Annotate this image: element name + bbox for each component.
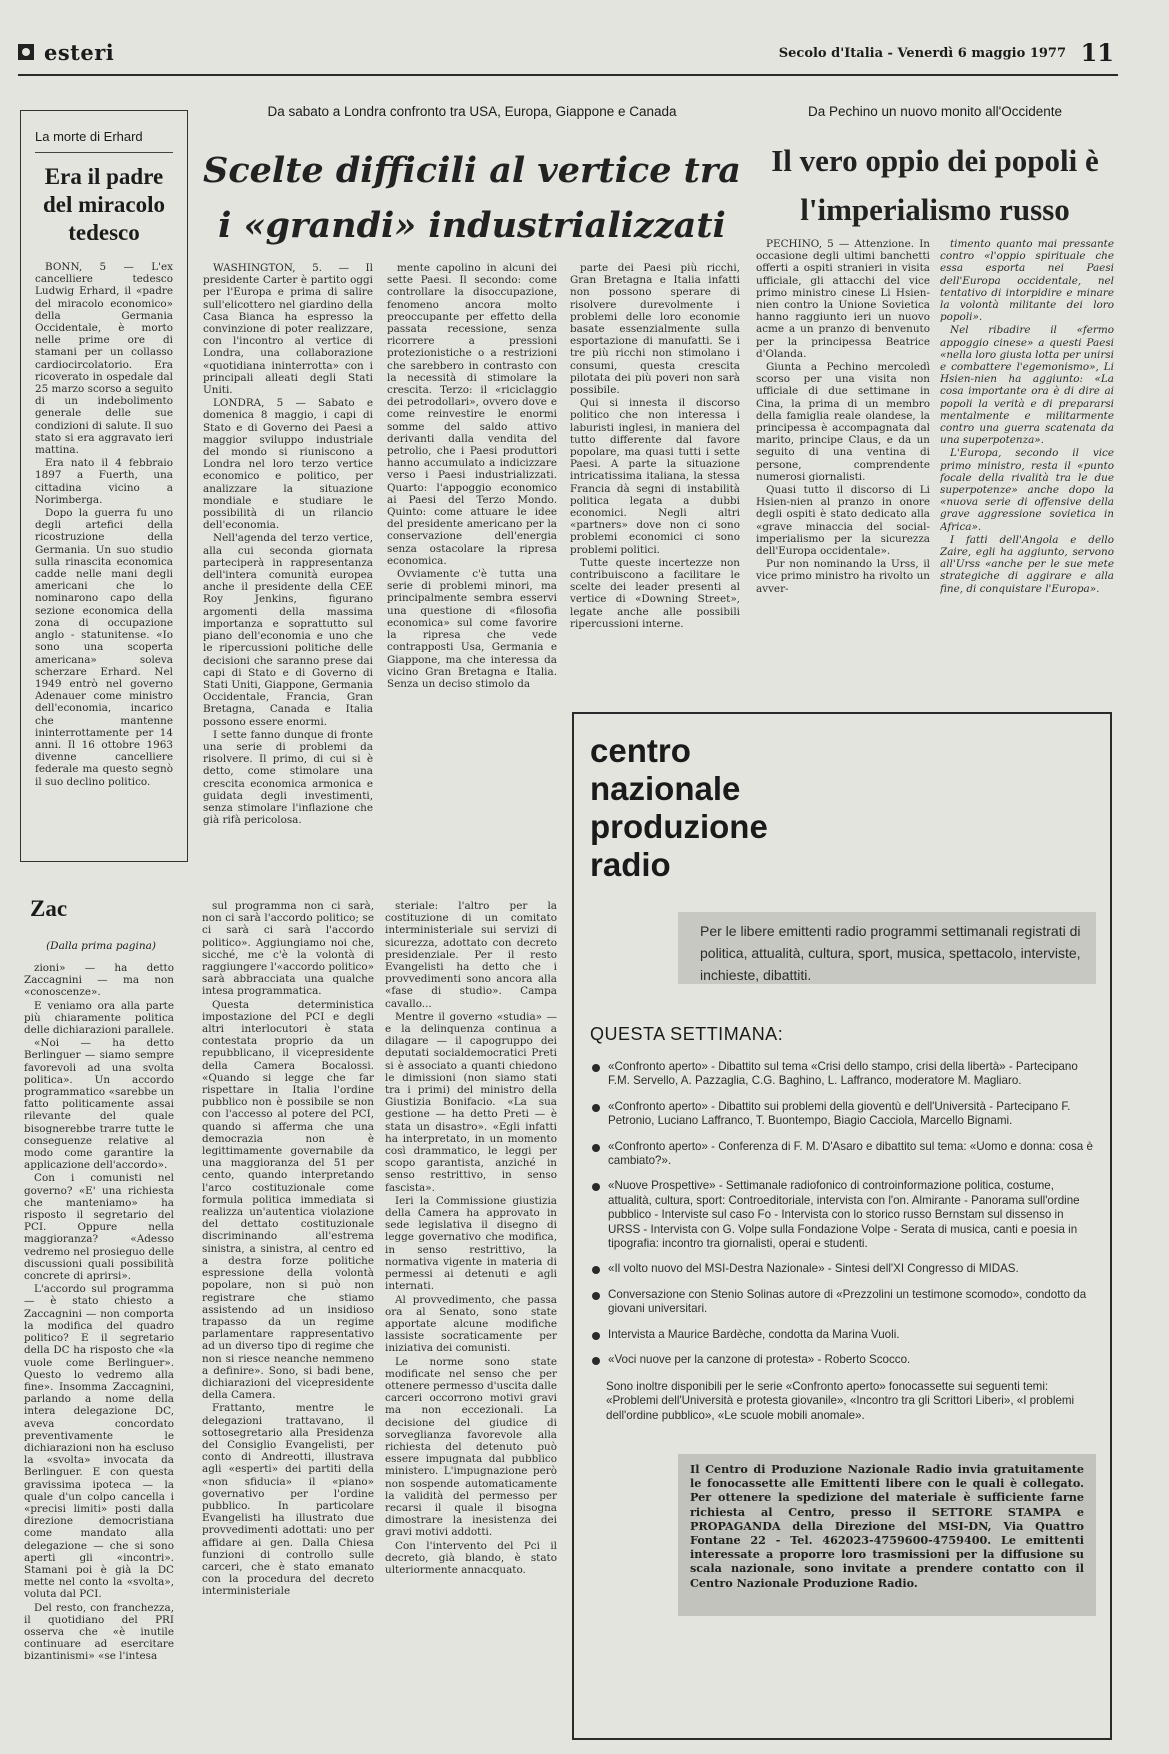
- zac-column-3: [385, 900, 557, 1718]
- list-item: «Confronto aperto» - Conferenza di F. M. D'Asaro e dibattito sul tema: «Uomo e donna: cosa è cambiato?».: [590, 1140, 1094, 1169]
- peking-headline: Il vero oppio dei popoli è l'imperialismo russo: [771, 143, 1099, 227]
- paragraph: BONN, 5 — L'ex cancelliere tedesco Ludwig Erhard, il «padre del miracolo economico» della Germania Occidentale, è morto nelle prime ore di stamani per un collasso cardiocircolatorio. Era ricoverato in ospedale dal 25 marzo scorso a seguito di un indebolimento generale delle sue condizioni di salute. Il suo stato si era aggravato ieri mattina.: [35, 261, 173, 457]
- paragraph: Giunta a Pechino mercoledì scorso per una visita non ufficiale di due settimane in Cina, la prima di un membro della famiglia reale olandese, la principessa è accompagnata dal marito, principe Claus, e da un seguito di una ventina di persone, comprendente numerosi giornalisti.: [756, 361, 930, 483]
- brand-line: centro: [590, 732, 691, 769]
- paragraph: Del resto, con franchezza, il quotidiano del PRI osserva che «è inutile continuare ad esercitare bizantinismi» «se l'intesa: [24, 1601, 174, 1663]
- paragraph: «Noi — ha detto Berlinguer — siamo sempre favorevoli ad una svolta politica». Un accordo programmatico «sarebbe un fatto politicamente assai rilevante del quale bisognerebbe trarre tutte le conseguenze relative al modo come garantire la applicazione dell'accordo».: [24, 1037, 174, 1172]
- paragraph: Con l'intervento del Pci il decreto, già blando, è stato ulteriormente annacquato.: [385, 1539, 557, 1576]
- paragraph: I sette fanno dunque di fronte una serie di problemi da risolvere. Il primo, di cui si è detto, come stimolare una crescita economica armonica e guidata degli investimenti, senza stimolare l'inflazione che già rifà pericolosa.: [203, 728, 373, 827]
- brand-line: produzione: [590, 808, 768, 845]
- paragraph: Tutte queste incertezze non contribuiscono a facilitare le scelte dei leader presenti al vertice di «Downing Street», legate anche alle possibili ripercussioni interne.: [570, 556, 740, 630]
- header-rule: [18, 74, 1118, 76]
- page-header: [18, 36, 1118, 72]
- zac-headline: Zac: [30, 896, 68, 921]
- paragraph: Dopo la guerra fu uno degli artefici della ricostruzione della Germania. Un suo studio sulla rinascita economica cadde nelle mani degli americani che lo nominarono capo della sezione economica della zona di occupazione anglo - statunitense. «Io sono una scoperta americana» soleva scherzare Erhard. Nel 1949 entrò nel governo Adenauer come ministro dell'economia, incarico che mantenne ininterrottamente per 14 anni. Il 16 ottobre 1963 divenne cancelliere federale ma questo segnò il suo declino politico.: [35, 507, 173, 788]
- summit-column-2: [387, 262, 557, 862]
- paragraph: Quasi tutto il discorso di Li Hsien-nien al pranzo in onore degli ospiti è stato dedicato alla «grave minaccia del social-imperialismo per la sicurezza dell'Europa occidentale».: [756, 484, 930, 558]
- radio-center-advert: [572, 712, 1112, 1740]
- paragraph: L'accordo sul programma — è stato chiesto a Zaccagnini — non comporta la modifica del quadro politico? E il segretario della DC ha risposto che «la vuole come Berlinguer». Questo lo vedremo alla fine». Insomma Zaccagnini, parlando a nome della intera delegazione DC, aveva concordato preventivamente le dichiarazioni non ha escluso la «svolta» invocata da Berlinguer. E con questa gravissima ipoteca — la quale d'un colpo cancella i «precisi limiti» posti dalla direzione democristiana come mandato alla delegazione — che si sono aperti gli «incontri». Stamani poi è già la DC mette nel conto la «svolta», voluta dal PCI.: [24, 1283, 174, 1601]
- paragraph: Era nato il 4 febbraio 1897 a Fuerth, una cittadina vicino a Norimberga.: [35, 457, 173, 506]
- paragraph: steriale: l'altro per la costituzione di un comitato interministeriale sui servizi di sicurezza, adottato con decreto presidenziale. Per il resto Evangelisti ha detto che i provvedimenti sono ancora alla «fase di studio». Campa cavallo...: [385, 900, 557, 1010]
- list-item: «Nuove Prospettive» - Settimanale radiofonico di controinformazione politica, costume, attualità, cultura, sport: Controeditoriale, intervista con l'on. Almirante - Panorama sull'ordine pubblico - Interviste sul caso Fo - Intervista con lo storico russo Bernstam sul dissenso in URSS - Intervista con G. Volpe sulla Fondazione Volpe - Serata di musica, canti e poesia in tipografia: incontro tra giornalisti, operai e studenti.: [590, 1179, 1094, 1251]
- list-item: «Il volto nuovo del MSI-Destra Nazionale» - Sintesi dell'XI Congresso di MIDAS.: [590, 1262, 1094, 1276]
- paragraph: Questa deterministica impostazione del PCI e degli altri interlocutori è stata contestata proprio da un repubblicano, il vicepresidente della Camera Bocalossi. «Quando si legge che far rispettare in Italia l'ordine pubblico non è possibile se non con l'accesso al potere del PCI, quando si afferma che una democrazia non è legittimamente governabile da una maggioranza del 51 per cento, quando interpretando l'arco costituzionale come formula politica immediata si realizza un'autentica violazione del dettato costituzionale discriminando all'estrema sinistra, a sinistra, al centro ed a destra forze politiche espressione della volontà popolare, non si può non registrare che stiamo assistendo ad un insidioso trapasso da un regime parlamentare rappresentativo ad un diverso tipo di regime che non si riesce neanche nemmeno a definire». Sono, si badi bene, dichiarazioni del vicepresidente della Camera.: [202, 998, 374, 1402]
- list-item: «Confronto aperto» - Dibattito sul tema «Crisi dello stampo, crisi della libertà» - Partecipano F.M. Servello, A. Pazzaglia, C.G. Baghino, L. Laffranco, moderatore M. Magliaro.: [590, 1060, 1094, 1089]
- ad-week-heading: QUESTA SETTIMANA:: [590, 1024, 784, 1044]
- paragraph: I fatti dell'Angola e dello Zaire, egli ha aggiunto, servono all'Urss «anche per le sue mete strategiche di aggirare e alla fine, di conquistare l'Europa».: [940, 533, 1114, 595]
- brand-line: nazionale: [590, 770, 741, 807]
- paragraph: Nel ribadire il «fermo appoggio cinese» a questi Paesi «nella loro giusta lotta per unirsi e combattere l'egemonismo», Li Hsien-nien ha aggiunto: «La cosa importante ora è di dire ai popoli la verità e di prepararsi mentalmente e militarmente contro una guerra scatenata da una superpotenza».: [940, 324, 1114, 447]
- ad-note: Sono inoltre disponibili per le serie «Confronto aperto» fonocassette sui seguenti temi: «Problemi dell'Università e protesta giovanile», «Incontro tra gli Scrittori Liberi», «I problemi dell'ordine pubblico», «Le scuole mobili anomale».: [606, 1380, 1075, 1422]
- section-name: esteri: [44, 40, 115, 65]
- erhard-article: [20, 110, 188, 862]
- masthead-date: Secolo d'Italia - Venerdì 6 maggio 1977: [778, 46, 1066, 61]
- ad-brand-name: [590, 732, 768, 884]
- paragraph: Ovviamente c'è tutta una serie di problemi minori, ma principalmente sembra esservi una questione di «filosofia economica» sul come favorire la ripresa che vede contrapposti Usa, Germania e Giappone, ma che interessa da vicino Gran Bretagna e Italia. Senza un deciso stimolo da: [387, 568, 557, 690]
- paragraph: L'Europa, secondo il vice primo ministro, resta il «punto focale della rivalità tra le due superpotenze» anche dopo la «nuova serie di offensive della grave aggressione sovietica in Africa».: [940, 447, 1114, 533]
- brand-line: radio: [590, 846, 671, 883]
- erhard-body: [35, 261, 173, 821]
- paragraph: Al provvedimento, che passa ora al Senato, sono state apportate alcune modifiche lassiste socraticamente per iniziativa dei comunisti.: [385, 1293, 557, 1355]
- paragraph: LONDRA, 5 — Sabato e domenica 8 maggio, i capi di Stato e di Governo dei Paesi a maggior sviluppo industriale del mondo si riuniscono a Londra nel loro terzo vertice economico e politico, per analizzare la situazione mondiale e studiare le possibilità di un rilancio dell'economia.: [203, 397, 373, 532]
- list-item: Intervista a Maurice Bardèche, condotta da Marina Vuoli.: [590, 1328, 1094, 1342]
- summit-kicker: Da sabato a Londra confronto tra USA, Europa, Giappone e Canada: [267, 104, 677, 119]
- list-item: «Confronto aperto» - Dibattito sui problemi della gioventù e dell'Università - Partecipano F. Petronio, Luciano Laffranco, T. Buontempo, Biagio Cacciola, Marcello Bignami.: [590, 1100, 1094, 1129]
- paragraph: WASHINGTON, 5. — Il presidente Carter è partito oggi per l'Europa e prima di salire sull'elicottero nel giardino della Casa Bianca ha espresso la convinzione di poter realizzare, con l'incontro al vertice di Londra, una collaborazione «quotidiana ininterrotta» con i principali alleati degli Stati Uniti.: [203, 262, 373, 397]
- zac-column-2: [202, 900, 374, 1718]
- ad-footer-box: Il Centro di Produzione Nazionale Radio invia gratuitamente le fonocassette alle Emittenti libere con le quali è collegato. Per ottenere la spedizione del materiale è sufficiente farne richiesta al Centro, presso il SETTORE STAMPA e PROPAGANDA della Direzione del MSI-DN, Via Quattro Fontane 22 - Tel. 462023-4759600-4759400. Le emittenti interessate a proporre loro trasmissioni per la diffusione su scala nazionale, sono invitate a prendere contatto con il Centro Nazionale Produzione Radio.: [678, 1454, 1096, 1616]
- paragraph: Ieri la Commissione giustizia della Camera ha approvato in sede legislativa il disegno di legge governativo che modifica, in senso restrittivo, la normativa vigente in materia di permessi ai detenuti e agli internati.: [385, 1194, 557, 1293]
- paragraph: sul programma non ci sarà, non ci sarà l'accordo politico; se ci sarà ci sarà l'accordo politico». Aggiungiamo noi che, sicché, me c'è la volontà di raggiungere l'«accordo politico» sarà abbracciata una qualche intesa programmatica.: [202, 900, 374, 998]
- paragraph: parte dei Paesi più ricchi, Gran Bretagna e Italia infatti non possono sperare di risolvere durevolmente i problemi delle loro economie basate essenzialmente sulla esportazione di manufatti. Se i tre più ricchi non stimolano i consumi, questa crescita pilotata dei più poveri non sarà possibile.: [570, 262, 740, 397]
- ad-banner: Per le libere emittenti radio programmi settimanali registrati di politica, attualità, cultura, sport, musica, spettacolo, interviste, inchieste, dibattiti.: [678, 912, 1096, 984]
- peking-column-2: [940, 238, 1114, 696]
- ad-program-list: [590, 1060, 1094, 1379]
- zac-column-1: [24, 962, 174, 1718]
- page-number: 11: [1080, 38, 1114, 67]
- paragraph: zioni» — ha detto Zaccagnini — ma non «conoscenze».: [24, 962, 174, 999]
- summit-headline: Scelte difficili al vertice tra i «grandi» industrializzati: [203, 150, 741, 246]
- summit-column-1: [203, 262, 373, 862]
- summit-column-3: [570, 262, 740, 702]
- paragraph: Pur non nominando la Urss, il vice primo ministro ha rivolto un avver-: [756, 558, 930, 595]
- section-logo-icon: [18, 44, 34, 60]
- paragraph: E veniamo ora alla parte più chiaramente politica delle dichiarazioni parallele.: [24, 999, 174, 1037]
- paragraph: timento quanto mai pressante contro «l'oppio spirituale che essa esporta nei Paesi dell'Europa occidentale, nel tentativo di intorpidire e minare la volontà militante dei loro popoli».: [940, 238, 1114, 324]
- paragraph: Frattanto, mentre le delegazioni trattavano, il sottosegretario alla Presidenza del Consiglio Evangelisti, per conto di Andreotti, illustrava agli «esperti» dei partiti della «non sfiducia» il «piano» governativo per l'ordine pubblico. In particolare Evangelisti ha illustrato due provvedimenti adottati: uno per affidare ai gen. Dalla Chiesa funzioni di controllo sulle carceri, che è stato emanato con la procedura del decreto interministeriale: [202, 1402, 374, 1598]
- paragraph: PECHINO, 5 — Attenzione. In occasione degli ultimi banchetti offerti a ospiti stranieri in visita ufficiale, gli attacchi del vice primo ministro cinese Li Hsien-nien contro la Unione Sovietica hanno raggiunto ieri un nuovo acme a un pranzo di benvenuto per la principessa Beatrice d'Olanda.: [756, 238, 930, 360]
- list-item: «Voci nuove per la canzone di protesta» - Roberto Scocco.: [590, 1353, 1094, 1367]
- zac-continuation-note: (Dalla prima pagina): [46, 940, 156, 952]
- paragraph: Qui si innesta il discorso politico che non interessa i laburisti inglesi, in maniera del tutto differente dal favore popolare, ma quasi tutti i sette Paesi. A parte la situazione intricatissima italiana, la stessa Francia dà segni di instabilità politica legata a dubbi economici. Negli altri «partners» dove non ci sono problemi economici ci sono problemi politici.: [570, 397, 740, 556]
- paragraph: Le norme sono state modificate nel senso che per ottenere permesso d'uscita dalle carceri occorrono motivi gravi ma non eccezionali. La decisione del giudice di sorveglianza favorevole alla richiesta del detenuto può essere impugnata dal pubblico ministero. L'impugnazione però non sospende automaticamente la validità del permesso per recarsi il quale il bisogna dimostrare la inesistenza dei gravi motivi addotti.: [385, 1355, 557, 1539]
- erhard-kicker: La morte di Erhard: [35, 129, 143, 144]
- paragraph: mente capolino in alcuni dei sette Paesi. Il secondo: come controllare la disoccupazione, fenomeno ancora molto preoccupante per effetto della passata recessione, senza ricorrere a pressioni protezionistiche o a restrizioni che sarebbero in contrasto con la necessità di stimolare la crescita. Terzo: il «riciclaggio dei petrodollari», ovvero dove e come reinvestire le enormi somme del saldo attivo derivanti dalla vendita del petrolio, che i Paesi produttori hanno accumulato a indicizzare verso i Paesi industrializzati. Quarto: l'appoggio economico ai Paesi del Terzo Mondo. Quinto: come attuare le idee del presidente americano per la conservazione dell'energia senza ostacolare la ripresa economica.: [387, 262, 557, 567]
- paragraph: Con i comunisti nel governo? «E' una richiesta che manteniamo» ha risposto il segretario del PCI. Oppure nella maggioranza? «Adesso vedremo nel prosieguo delle discussioni quali possibilità concrete di aprirsi».: [24, 1172, 174, 1283]
- erhard-headline: Era il padre del miracolo tedesco: [35, 152, 173, 247]
- paragraph: Mentre il governo «studia» — e la delinquenza continua a dilagare — il capogruppo dei deputati socialdemocratici Preti si è associato a quanti chiedono le dimissioni (non siamo stati tra i primi) del ministro della Giustizia Bonifacio. «La sua gestione — ha detto Preti — è stata un disastro». «Egli infatti ha interpretato, in un momento così drammatico, le leggi per scopo garantista, anziché in senso restrittivo, in senso fascista».: [385, 1010, 557, 1194]
- paragraph: Nell'agenda del terzo vertice, alla cui seconda giornata parteciperà in rappresentanza dell'intera comunità europea anche il presidente della CEE Roy Jenkins, figurano argomenti della massima importanza e soprattutto sul piano dell'economia e uno che le ripercussioni politiche delle decisioni che saranno prese dai capi di Stato e di Governo di Stati Uniti, Giappone, Germania Occidentale, Francia, Gran Bretagna, Canada e Italia possono essere enormi.: [203, 532, 373, 728]
- peking-column-1: [756, 238, 930, 696]
- list-item: Conversazione con Stenio Solinas autore di «Prezzolini un testimone scomodo», condotto da giovani universitari.: [590, 1288, 1094, 1317]
- peking-kicker: Da Pechino un nuovo monito all'Occidente: [808, 104, 1062, 119]
